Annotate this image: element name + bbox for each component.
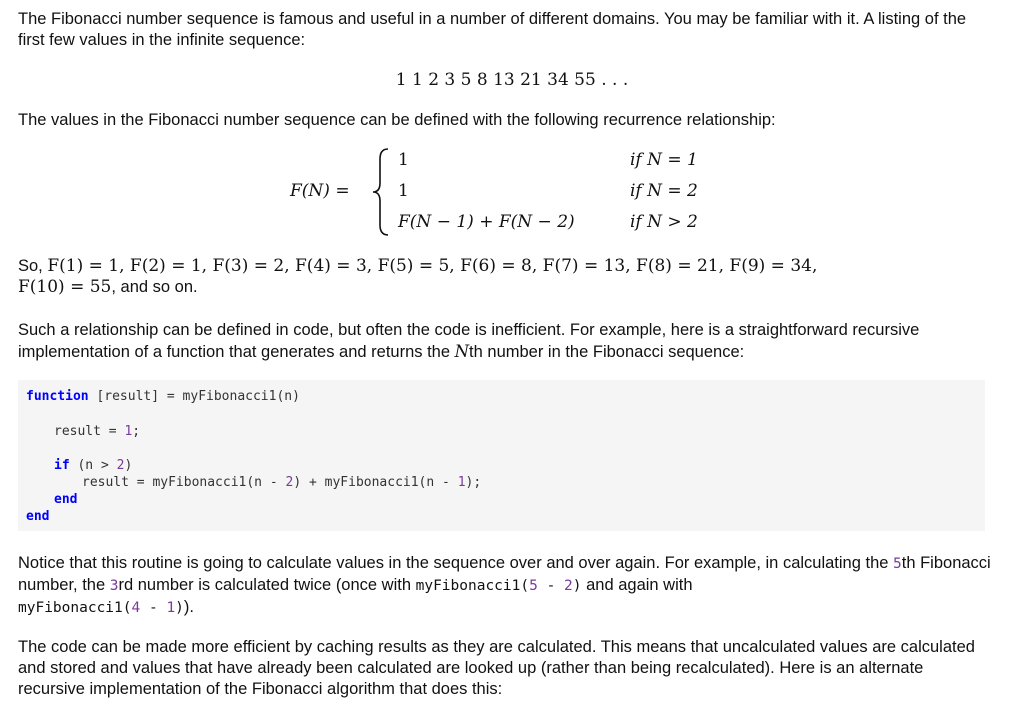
case-3-condition: if N > 2 (630, 212, 698, 232)
notice-code-2-c: ) (175, 600, 184, 616)
notice-number-5: 5 (893, 556, 902, 572)
code-line-3 (54, 457, 132, 474)
code-line-4-number-1: 2 (285, 475, 294, 490)
code-line-2-text: result = (54, 424, 125, 439)
code-line-4-a: result = myFibonacci1(n - (82, 475, 286, 490)
notice-code-2-number-2: 1 (166, 600, 176, 616)
values-paragraph (18, 256, 993, 298)
notice-text-4: and again with (581, 576, 693, 594)
code-line-2 (54, 423, 140, 440)
caching-paragraph: The code can be made more efficient by caching results as they are calculated. This means that uncalculated values are calculated and stored and values that have already been calculated are looked up (rather than being recalculated). Here is an alternate recursive implementation of the Fibonacci algorithm that does this: (18, 638, 975, 698)
code-line-4-b: ) + myFibonacci1(n - (293, 475, 458, 490)
notice-code-1-c: ) (572, 578, 582, 594)
case-2-condition: if N = 2 (630, 181, 698, 201)
left-brace-icon (370, 147, 392, 237)
case-2-value: 1 (398, 181, 409, 201)
keyword-end-outer: end (26, 509, 50, 524)
notice-code-2-a: myFibonacci1( (18, 600, 132, 616)
code-line-5 (54, 491, 77, 508)
values-line-1: F(1) = 1, F(2) = 1, F(3) = 2, F(4) = 3, F(5) = 5, F(6) = 8, F(7) = 13, F(8) = 21, F(9) = 34, (47, 256, 818, 276)
recurrence-intro-paragraph: The values in the Fibonacci number sequence can be defined with the following recurrence relationship: (18, 111, 776, 129)
notice-paragraph (18, 553, 993, 619)
case-1-condition: if N = 1 (630, 150, 698, 170)
values-suffix: , and so on. (111, 278, 198, 296)
code-line-4-c: ); (465, 475, 482, 490)
sequence-listing: 1 1 2 3 5 8 13 21 34 55 . . . (395, 70, 629, 90)
code-line-1 (26, 388, 300, 405)
notice-text-3: rd number is calculated twice (once with (118, 576, 416, 594)
notice-code-1-b: - (537, 578, 565, 594)
notice-code-1 (416, 578, 582, 594)
relationship-text-after: th number in the Fibonacci sequence: (469, 343, 745, 361)
intro-paragraph: The Fibonacci number sequence is famous and useful in a number of different domains. You may be familiar with it. A listing of the first few values in the infinite sequence: (18, 10, 967, 49)
notice-code-1-number-2: 2 (564, 578, 573, 594)
keyword-function: function (26, 389, 89, 404)
case-1-value: 1 (398, 150, 409, 170)
relationship-var-n: N (454, 342, 470, 361)
case-3-value: F(N − 1) + F(N − 2) (398, 212, 575, 232)
values-prefix: So, (18, 257, 48, 275)
notice-code-2 (18, 600, 184, 616)
keyword-if: if (54, 458, 70, 473)
code-line-3-number: 2 (116, 458, 125, 473)
code-line-6 (26, 508, 49, 525)
notice-code-1-number-1: 5 (529, 578, 538, 594)
notice-code-1-a: myFibonacci1( (415, 578, 530, 594)
code-line-4-number-2: 1 (457, 475, 466, 490)
relationship-text-before: Such a relationship can be defined in code, but often the code is inefficient. For example, here is a straightforward recursive implementation of a function that generates and returns the (18, 321, 920, 361)
notice-text-1: Notice that this routine is going to calculate values in the sequence over and over again. For example, in calculating the (18, 554, 894, 572)
code-line-4 (82, 474, 481, 491)
code-line-3-rest: (n > (69, 458, 117, 473)
notice-text-5: ). (183, 598, 194, 616)
recurrence-equation (290, 145, 730, 240)
equation-lhs: F(N) = (290, 181, 350, 201)
values-line-2: F(10) = 55 (18, 277, 112, 297)
notice-code-2-number-1: 4 (131, 600, 141, 616)
notice-code-2-b: - (140, 600, 167, 616)
relationship-paragraph (18, 320, 993, 363)
keyword-end-inner: end (54, 492, 78, 507)
code-line-2-end: ; (132, 424, 141, 439)
notice-number-3: 3 (109, 578, 119, 594)
notice-text-2: th Fibonacci number, the (18, 554, 991, 594)
code-line-3-end: ) (124, 458, 133, 473)
code-block (18, 380, 985, 531)
code-line-1-rest: [result] = myFibonacci1(n) (88, 389, 300, 404)
code-line-2-number: 1 (124, 424, 133, 439)
